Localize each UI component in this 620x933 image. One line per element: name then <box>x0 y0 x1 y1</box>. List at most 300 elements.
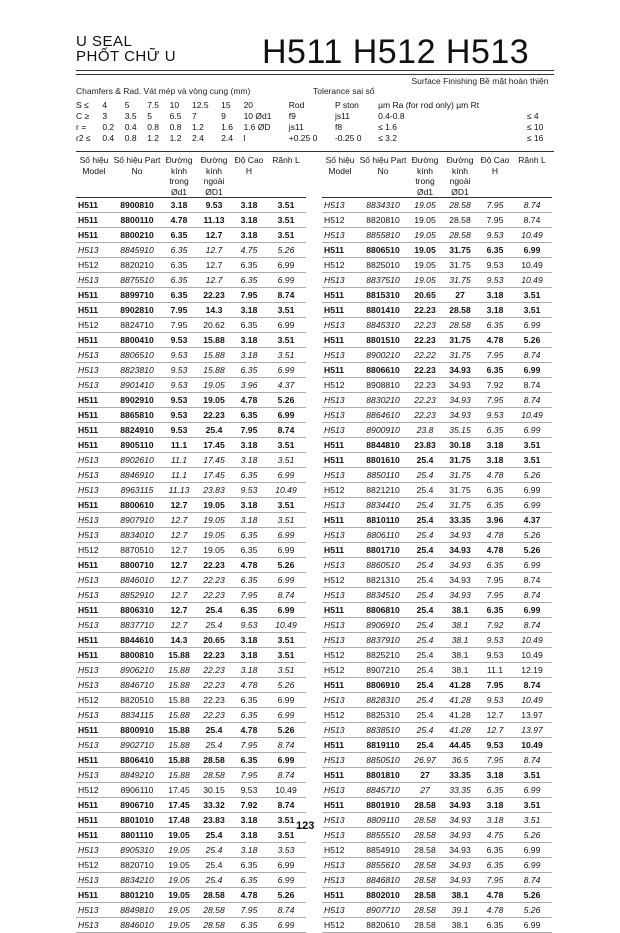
outer-diameter-cell: 11.13 <box>196 213 232 228</box>
outer-diameter-cell: 34.93 <box>442 558 478 573</box>
model-cell: H511 <box>322 678 358 693</box>
table-row <box>322 273 552 288</box>
height-cell: 6.35 <box>232 363 266 378</box>
model-cell: H513 <box>322 348 358 363</box>
inner-diameter-cell: 6.35 <box>162 258 196 273</box>
inner-diameter-cell: 19.05 <box>408 273 442 288</box>
model-cell: H511 <box>76 633 112 648</box>
part-no-cell: 8806910 <box>358 678 408 693</box>
outer-diameter-cell: 25.4 <box>196 738 232 753</box>
part-no-cell: 8821210 <box>358 483 408 498</box>
groove-cell: 8.74 <box>266 588 306 603</box>
part-no-cell: 8806310 <box>112 603 162 618</box>
inner-diameter-cell: 12.7 <box>162 573 196 588</box>
spec-cell: 1.6 <box>221 122 233 132</box>
height-cell: 3.18 <box>232 633 266 648</box>
outer-diameter-cell: 33.35 <box>442 783 478 798</box>
table-row <box>322 393 552 408</box>
part-no-cell: 8905110 <box>112 438 162 453</box>
groove-cell: 3.51 <box>512 453 552 468</box>
table-row <box>76 288 306 303</box>
spec-cell: 10 Ød1 <box>243 111 272 121</box>
table-row <box>322 573 552 588</box>
groove-cell: 6.99 <box>266 858 306 873</box>
groove-cell: 5.26 <box>266 558 306 573</box>
outer-diameter-cell: 38.1 <box>442 918 478 933</box>
title-english: U SEAL <box>76 33 133 50</box>
outer-diameter-cell: 33.35 <box>442 513 478 528</box>
outer-diameter-cell: 31.75 <box>442 258 478 273</box>
model-cell: H511 <box>76 603 112 618</box>
height-cell: 7.95 <box>232 903 266 918</box>
outer-diameter-cell: 34.93 <box>442 528 478 543</box>
table-row <box>76 873 306 888</box>
part-no-cell: 8845910 <box>112 243 162 258</box>
model-cell: H513 <box>76 618 112 633</box>
outer-diameter-cell: 31.75 <box>442 243 478 258</box>
model-cell: H511 <box>76 333 112 348</box>
part-no-cell: 8846710 <box>112 678 162 693</box>
table-row <box>76 273 306 288</box>
spec-cell: ≤ 1.6 <box>378 122 397 132</box>
height-cell: 6.35 <box>478 858 512 873</box>
inner-diameter-cell: 9.53 <box>162 333 196 348</box>
height-cell: 3.18 <box>232 663 266 678</box>
outer-diameter-cell: 28.58 <box>196 903 232 918</box>
height-cell: 7.95 <box>232 423 266 438</box>
groove-cell: 6.99 <box>512 843 552 858</box>
groove-cell: 6.99 <box>512 483 552 498</box>
spec-cell: 10 <box>169 100 180 110</box>
height-cell: 7.92 <box>478 378 512 393</box>
groove-cell: 6.99 <box>266 528 306 543</box>
inner-diameter-cell: 12.7 <box>162 588 196 603</box>
left-data-table <box>76 155 306 933</box>
part-no-cell: 8800410 <box>112 333 162 348</box>
table-row <box>322 753 552 768</box>
part-no-cell: 8806110 <box>358 528 408 543</box>
groove-cell: 10.49 <box>512 633 552 648</box>
groove-cell: 10.49 <box>512 273 552 288</box>
groove-cell: 3.53 <box>266 843 306 858</box>
height-cell: 4.78 <box>232 393 266 408</box>
height-cell: 4.78 <box>478 528 512 543</box>
model-cell: H511 <box>76 723 112 738</box>
table-row <box>322 243 552 258</box>
right-data-table <box>322 155 552 933</box>
model-cell: H513 <box>76 348 112 363</box>
model-cell: H511 <box>76 438 112 453</box>
height-cell: 6.35 <box>232 693 266 708</box>
height-cell: 3.18 <box>478 798 512 813</box>
inner-diameter-cell: 25.4 <box>408 483 442 498</box>
header-outer-diameter: Đường kính ngoài ØD1 <box>442 155 478 198</box>
groove-cell: 5.26 <box>266 393 306 408</box>
inner-diameter-cell: 25.4 <box>408 723 442 738</box>
outer-diameter-cell: 31.75 <box>442 468 478 483</box>
spec-cell: ≤ 10 <box>526 122 544 132</box>
inner-diameter-cell: 15.88 <box>162 708 196 723</box>
model-cell: H513 <box>322 408 358 423</box>
table-row <box>322 453 552 468</box>
height-cell: 11.1 <box>478 663 512 678</box>
header-groove: Rãnh L <box>266 155 306 198</box>
inner-diameter-cell: 20.65 <box>408 288 442 303</box>
inner-diameter-cell: 25.4 <box>408 678 442 693</box>
inner-diameter-cell: 25.4 <box>408 588 442 603</box>
height-cell: 6.35 <box>478 783 512 798</box>
outer-diameter-cell: 22.23 <box>196 693 232 708</box>
height-cell: 9.53 <box>478 228 512 243</box>
outer-diameter-cell: 34.93 <box>442 813 478 828</box>
spec-row <box>74 122 554 133</box>
table-row <box>322 213 552 228</box>
inner-diameter-cell: 22.23 <box>408 378 442 393</box>
spec-cell: 9 <box>221 111 226 121</box>
part-no-cell: 8809110 <box>358 813 408 828</box>
height-cell: 4.78 <box>232 888 266 903</box>
spec-cell: js11 <box>334 111 350 121</box>
outer-diameter-cell: 38.1 <box>442 648 478 663</box>
spec-cell: 3 <box>102 111 108 121</box>
inner-diameter-cell: 19.05 <box>162 888 196 903</box>
outer-diameter-cell: 35.15 <box>442 423 478 438</box>
model-cell: H511 <box>76 303 112 318</box>
table-row <box>322 378 552 393</box>
table-row <box>322 663 552 678</box>
spec-cell: -0.25 0 <box>334 133 362 143</box>
model-cell: H513 <box>76 873 112 888</box>
outer-diameter-cell: 38.1 <box>442 888 478 903</box>
model-cell: H513 <box>322 528 358 543</box>
table-row <box>322 498 552 513</box>
model-cell: H513 <box>76 738 112 753</box>
part-no-cell: 8846910 <box>112 468 162 483</box>
outer-diameter-cell: 9.53 <box>196 198 232 213</box>
inner-diameter-cell: 25.4 <box>408 528 442 543</box>
spec-cell: ≤ 3.2 <box>378 133 397 143</box>
table-row <box>76 468 306 483</box>
table-row <box>76 408 306 423</box>
model-cell: H511 <box>76 753 112 768</box>
outer-diameter-cell: 28.58 <box>442 303 478 318</box>
groove-cell: 6.99 <box>266 603 306 618</box>
inner-diameter-cell: 11.1 <box>162 468 196 483</box>
height-cell: 6.35 <box>232 918 266 933</box>
model-cell: H511 <box>76 813 112 828</box>
part-no-cell: 8819110 <box>358 738 408 753</box>
header-outer-diameter: Đường kính ngoài ØD1 <box>196 155 232 198</box>
model-cell: H513 <box>76 453 112 468</box>
model-cell: H513 <box>322 558 358 573</box>
height-cell: 6.35 <box>232 408 266 423</box>
outer-diameter-cell: 27 <box>442 288 478 303</box>
model-cell: H511 <box>322 798 358 813</box>
height-cell: 3.18 <box>232 498 266 513</box>
height-cell: 6.35 <box>232 858 266 873</box>
height-cell: 6.35 <box>232 708 266 723</box>
inner-diameter-cell: 4.78 <box>162 213 196 228</box>
model-cell: H513 <box>322 693 358 708</box>
height-cell: 3.96 <box>478 513 512 528</box>
groove-cell: 3.51 <box>266 348 306 363</box>
part-no-cell: 8846810 <box>358 873 408 888</box>
inner-diameter-cell: 7.95 <box>162 303 196 318</box>
inner-diameter-cell: 25.4 <box>408 693 442 708</box>
inner-diameter-cell: 11.13 <box>162 483 196 498</box>
part-no-cell: 8844810 <box>358 438 408 453</box>
height-cell: 7.95 <box>478 393 512 408</box>
inner-diameter-cell: 25.4 <box>408 633 442 648</box>
groove-cell: 6.99 <box>512 918 552 933</box>
part-no-cell: 8845710 <box>358 783 408 798</box>
table-row <box>322 588 552 603</box>
outer-diameter-cell: 22.23 <box>196 648 232 663</box>
groove-cell: 10.49 <box>512 648 552 663</box>
height-cell: 3.18 <box>478 288 512 303</box>
inner-diameter-cell: 22.22 <box>408 348 442 363</box>
groove-cell: 6.99 <box>512 603 552 618</box>
inner-diameter-cell: 25.4 <box>408 453 442 468</box>
table-row <box>76 213 306 228</box>
part-no-cell: 8865810 <box>112 408 162 423</box>
outer-diameter-cell: 31.75 <box>442 333 478 348</box>
groove-cell: 6.99 <box>266 318 306 333</box>
part-no-cell: 8800910 <box>112 723 162 738</box>
table-row <box>322 738 552 753</box>
height-cell: 7.95 <box>478 588 512 603</box>
model-cell: H513 <box>76 918 112 933</box>
model-cell: H512 <box>76 783 112 798</box>
height-cell: 7.95 <box>478 753 512 768</box>
spec-cell: 4 <box>102 100 108 110</box>
inner-diameter-cell: 6.35 <box>162 273 196 288</box>
part-no-cell: 8855510 <box>358 828 408 843</box>
outer-diameter-cell: 28.58 <box>196 768 232 783</box>
groove-cell: 13.97 <box>512 723 552 738</box>
height-cell: 6.35 <box>478 843 512 858</box>
groove-cell: 10.49 <box>512 408 552 423</box>
inner-diameter-cell: 11.1 <box>162 453 196 468</box>
spec-cell: 1.6 ØD <box>243 122 271 132</box>
inner-diameter-cell: 6.35 <box>162 243 196 258</box>
part-no-cell: 8801510 <box>358 333 408 348</box>
inner-diameter-cell: 19.05 <box>408 228 442 243</box>
table-row <box>76 918 306 933</box>
height-cell: 12.7 <box>478 708 512 723</box>
groove-cell: 3.51 <box>266 513 306 528</box>
model-cell: H511 <box>76 228 112 243</box>
height-cell: 3.18 <box>478 813 512 828</box>
groove-cell: 3.51 <box>266 633 306 648</box>
groove-cell: 8.74 <box>512 198 552 213</box>
table-row <box>76 723 306 738</box>
part-no-cell: 8801110 <box>112 828 162 843</box>
height-cell: 3.18 <box>232 213 266 228</box>
groove-cell: 13.97 <box>512 708 552 723</box>
table-row <box>322 648 552 663</box>
height-cell: 6.35 <box>232 753 266 768</box>
spec-cell: 0.4-0.8 <box>378 111 405 121</box>
part-no-cell: 8900210 <box>358 348 408 363</box>
height-cell: 4.75 <box>478 828 512 843</box>
outer-diameter-cell: 28.58 <box>442 198 478 213</box>
height-cell: 6.35 <box>232 873 266 888</box>
model-cell: H511 <box>322 453 358 468</box>
model-cell: H513 <box>322 393 358 408</box>
inner-diameter-cell: 15.88 <box>162 768 196 783</box>
height-cell: 6.35 <box>478 243 512 258</box>
height-cell: 4.78 <box>478 333 512 348</box>
part-no-cell: 8906710 <box>112 798 162 813</box>
part-no-cell: 8800810 <box>112 648 162 663</box>
height-cell: 3.96 <box>232 378 266 393</box>
outer-diameter-cell: 28.58 <box>442 228 478 243</box>
height-cell: 9.53 <box>478 633 512 648</box>
table-row <box>76 813 306 828</box>
part-no-cell: 8834310 <box>358 198 408 213</box>
part-no-cell: 8902610 <box>112 453 162 468</box>
part-no-cell: 8899710 <box>112 288 162 303</box>
spec-cell: ≤ 16 <box>526 133 544 143</box>
model-cell: H512 <box>76 543 112 558</box>
groove-cell: 6.99 <box>266 468 306 483</box>
outer-diameter-cell: 30.18 <box>442 438 478 453</box>
inner-diameter-cell: 28.58 <box>408 798 442 813</box>
part-no-cell: 8806810 <box>358 603 408 618</box>
inner-diameter-cell: 22.23 <box>408 303 442 318</box>
spec-row <box>74 100 554 111</box>
outer-diameter-cell: 12.7 <box>196 228 232 243</box>
title-divider-2 <box>76 74 554 75</box>
height-cell: 12.7 <box>478 723 512 738</box>
groove-cell: 8.74 <box>512 618 552 633</box>
table-row <box>322 603 552 618</box>
model-cell: H513 <box>76 588 112 603</box>
height-cell: 6.35 <box>232 573 266 588</box>
groove-cell: 3.51 <box>266 648 306 663</box>
table-row <box>76 513 306 528</box>
outer-diameter-cell: 28.58 <box>196 918 232 933</box>
outer-diameter-cell: 34.93 <box>442 828 478 843</box>
part-no-cell: 8837510 <box>358 273 408 288</box>
inner-diameter-cell: 9.53 <box>162 423 196 438</box>
outer-diameter-cell: 31.75 <box>442 273 478 288</box>
part-no-cell: 8963115 <box>112 483 162 498</box>
model-cell: H513 <box>322 588 358 603</box>
inner-diameter-cell: 25.4 <box>408 738 442 753</box>
table-row <box>322 303 552 318</box>
height-cell: 9.53 <box>232 783 266 798</box>
model-cell: H512 <box>76 318 112 333</box>
table-row <box>76 483 306 498</box>
groove-cell: 6.99 <box>266 753 306 768</box>
part-no-cell: 8907910 <box>112 513 162 528</box>
groove-cell: 3.51 <box>266 813 306 828</box>
inner-diameter-cell: 19.05 <box>408 198 442 213</box>
groove-cell: 8.74 <box>512 753 552 768</box>
model-cell: H513 <box>322 273 358 288</box>
outer-diameter-cell: 34.93 <box>442 378 478 393</box>
model-cell: H511 <box>76 888 112 903</box>
table-row <box>322 873 552 888</box>
height-cell: 9.53 <box>478 408 512 423</box>
table-row <box>76 333 306 348</box>
table-row <box>322 333 552 348</box>
groove-cell: 6.99 <box>512 858 552 873</box>
inner-diameter-cell: 23.83 <box>408 438 442 453</box>
groove-cell: 3.51 <box>512 438 552 453</box>
groove-cell: 8.74 <box>512 873 552 888</box>
model-cell: H512 <box>76 858 112 873</box>
height-cell: 9.53 <box>478 693 512 708</box>
model-cell: H513 <box>76 573 112 588</box>
inner-diameter-cell: 15.88 <box>162 663 196 678</box>
spec-table <box>74 100 554 144</box>
part-no-cell: 8800210 <box>112 228 162 243</box>
model-cell: H513 <box>76 903 112 918</box>
model-cell: H511 <box>322 243 358 258</box>
groove-cell: 8.74 <box>512 678 552 693</box>
inner-diameter-cell: 19.05 <box>408 258 442 273</box>
outer-diameter-cell: 15.88 <box>196 348 232 363</box>
outer-diameter-cell: 17.45 <box>196 468 232 483</box>
height-cell: 7.92 <box>478 618 512 633</box>
part-no-cell: 8800710 <box>112 558 162 573</box>
groove-cell: 8.74 <box>512 573 552 588</box>
table-row <box>322 888 552 903</box>
height-cell: 7.95 <box>232 738 266 753</box>
part-no-cell: 8902710 <box>112 738 162 753</box>
table-row <box>322 558 552 573</box>
model-cell: H511 <box>322 513 358 528</box>
outer-diameter-cell: 39.1 <box>442 903 478 918</box>
part-no-cell: 8801010 <box>112 813 162 828</box>
inner-diameter-cell: 17.45 <box>162 798 196 813</box>
inner-diameter-cell: 22.23 <box>408 318 442 333</box>
groove-cell: 5.26 <box>512 543 552 558</box>
model-cell: H511 <box>322 543 358 558</box>
inner-diameter-cell: 6.35 <box>162 228 196 243</box>
part-no-cell: 8834410 <box>358 498 408 513</box>
groove-cell: 6.99 <box>266 918 306 933</box>
model-cell: H511 <box>322 768 358 783</box>
model-cell: H513 <box>322 813 358 828</box>
model-cell: H511 <box>76 213 112 228</box>
model-cell: H511 <box>76 558 112 573</box>
part-no-cell: 8806610 <box>358 363 408 378</box>
outer-diameter-cell: 34.93 <box>442 873 478 888</box>
groove-cell: 5.26 <box>512 333 552 348</box>
table-row <box>322 198 552 213</box>
height-cell: 3.18 <box>232 198 266 213</box>
model-cell: H511 <box>76 798 112 813</box>
groove-cell: 3.51 <box>512 813 552 828</box>
spec-cell: 0.2 <box>102 122 115 132</box>
inner-diameter-cell: 12.7 <box>162 513 196 528</box>
height-cell: 3.18 <box>232 453 266 468</box>
groove-cell: 3.51 <box>266 303 306 318</box>
outer-diameter-cell: 25.4 <box>196 843 232 858</box>
table-row <box>76 348 306 363</box>
spec-cell: 7.5 <box>147 100 160 110</box>
outer-diameter-cell: 41.28 <box>442 678 478 693</box>
height-cell: 3.18 <box>232 843 266 858</box>
part-no-cell: 8821310 <box>358 573 408 588</box>
height-cell: 7.95 <box>478 873 512 888</box>
header-part-no: Số hiệu Part No <box>358 155 408 198</box>
inner-diameter-cell: 22.23 <box>408 363 442 378</box>
